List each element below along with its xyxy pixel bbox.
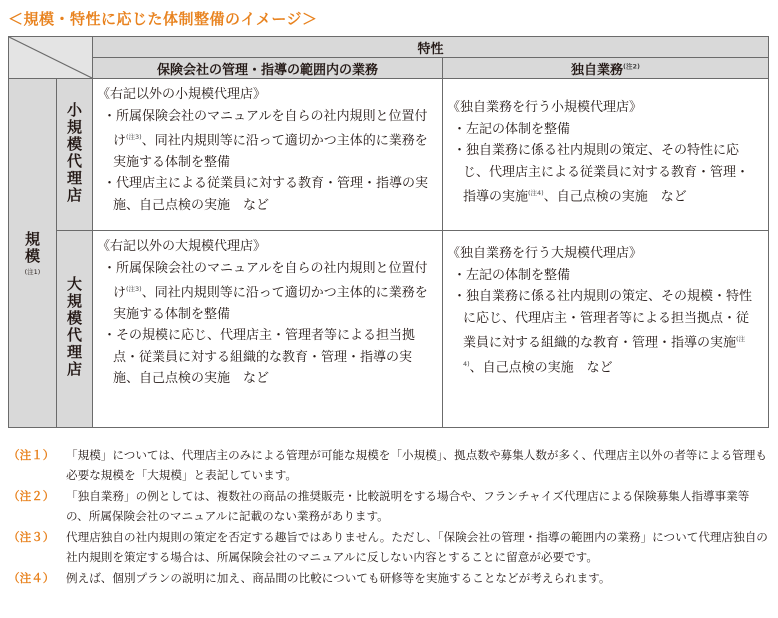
- footnote-1: [8, 446, 770, 485]
- cell-small-independent: [443, 79, 769, 231]
- cell-heading: 《独自業務を行う大規模代理店》: [447, 246, 643, 261]
- footnote-text: 「独自業務」の例としては、複数社の商品の推奨販売・比較説明をする場合や、フランチャイズ代理店による保険募集人指導事業等の、所属保険会社のマニュアルに記載のない業務があります。: [66, 489, 750, 523]
- header-independent-label: 独自業務: [571, 62, 624, 78]
- cell-heading: 《右記以外の大規模代理店》: [97, 239, 267, 254]
- header-tokusei: 特性: [93, 37, 769, 58]
- note-ref: (注3): [126, 285, 142, 293]
- bullet-item: ・左記の体制を整備: [453, 121, 571, 137]
- footnote-label: （注１）: [8, 448, 55, 462]
- footnote-label: （注２）: [8, 489, 55, 503]
- header-managed-business: 保険会社の管理・指導の範囲内の業務: [93, 58, 443, 79]
- note-ref: (注4): [528, 189, 544, 197]
- side-scale: [9, 79, 57, 428]
- bullet-item: ・左記の体制を整備: [453, 267, 571, 283]
- bullet-item: ・所属保険会社のマニュアルを自らの社内規則と位置付け$^{(注3)}$、同社内規則等に沿って適切かつ主体的に業務を実施する体制を整備: [103, 108, 428, 170]
- note-ref: (注4): [463, 335, 746, 368]
- cell-large-managed: [93, 231, 443, 428]
- figure-title: ＜規模・特性に応じた体制整備のイメージ＞: [8, 10, 318, 28]
- side-scale-label: 規模: [23, 230, 41, 265]
- footnote-label: （注３）: [8, 530, 55, 544]
- diagonal-line: [9, 37, 92, 78]
- header-independent-note: (注2): [623, 62, 640, 71]
- footnotes: [8, 446, 770, 591]
- bullet-item: ・その規模に応じ、代理店主・管理者等による担当拠点・従業員に対する組織的な教育・管理・指導の実施、自己点検の実施 など: [103, 328, 416, 387]
- footnote-text: 代理店独自の社内規則の策定を否定する趣旨ではありません。ただし、「保険会社の管理・指導の範囲内の業務」について代理店独自の社内規則を策定する場合は、所属保険会社のマニュアルに反しない内容とすることに留意が必要です。: [66, 530, 768, 564]
- row-small-label: 小規模代理店: [65, 101, 83, 204]
- footnote-3: [8, 528, 770, 567]
- footnote-label: （注４）: [8, 571, 55, 585]
- cell-small-managed: [93, 79, 443, 231]
- corner-cell: [9, 37, 93, 79]
- cell-large-independent: [443, 231, 769, 428]
- row-small-agency: [57, 79, 93, 231]
- footnote-text: 「規模」については、代理店主のみによる管理が可能な規模を「小規模」、拠点数や募集人数が多く、代理店主以外の者等による管理も必要な規模を「大規模」と表記しています。: [66, 448, 767, 482]
- footnote-4: [8, 569, 770, 589]
- bullet-item: ・所属保険会社のマニュアルを自らの社内規則と位置付け$^{(注3)}$、同社内規則等に沿って適切かつ主体的に業務を実施する体制を整備: [103, 260, 428, 322]
- cell-heading: 《独自業務を行う小規模代理店》: [447, 100, 643, 115]
- bullet-item: ・代理店主による従業員に対する教育・管理・指導の実施、自己点検の実施 など: [103, 176, 429, 213]
- row-large-agency: [57, 231, 93, 428]
- header-independent-business: [443, 58, 769, 79]
- footnote-text: 例えば、個別プランの説明に加え、商品間の比較についても研修等を実施することなどが考えられます。: [66, 571, 611, 585]
- row-large-label: 大規模代理店: [65, 276, 83, 378]
- bullet-item: ・独自業務に係る社内規則の策定、その特性に応じ、代理店主による従業員に対する教育・管理・指導の実施$^{(注4)}$、自己点検の実施 など: [453, 143, 750, 205]
- structure-table: [8, 36, 769, 428]
- note-ref: (注3): [126, 133, 142, 141]
- footnote-2: [8, 487, 770, 526]
- bullet-item: ・独自業務に係る社内規則の策定、その規模・特性に応じ、代理店主・管理者等による担当拠点・従業員に対する組織的な教育・管理・指導の実施$^{(注4)}$、自己点検の実施 など: [453, 289, 753, 376]
- side-scale-note: (注1): [24, 267, 41, 276]
- cell-heading: 《右記以外の小規模代理店》: [97, 87, 267, 102]
